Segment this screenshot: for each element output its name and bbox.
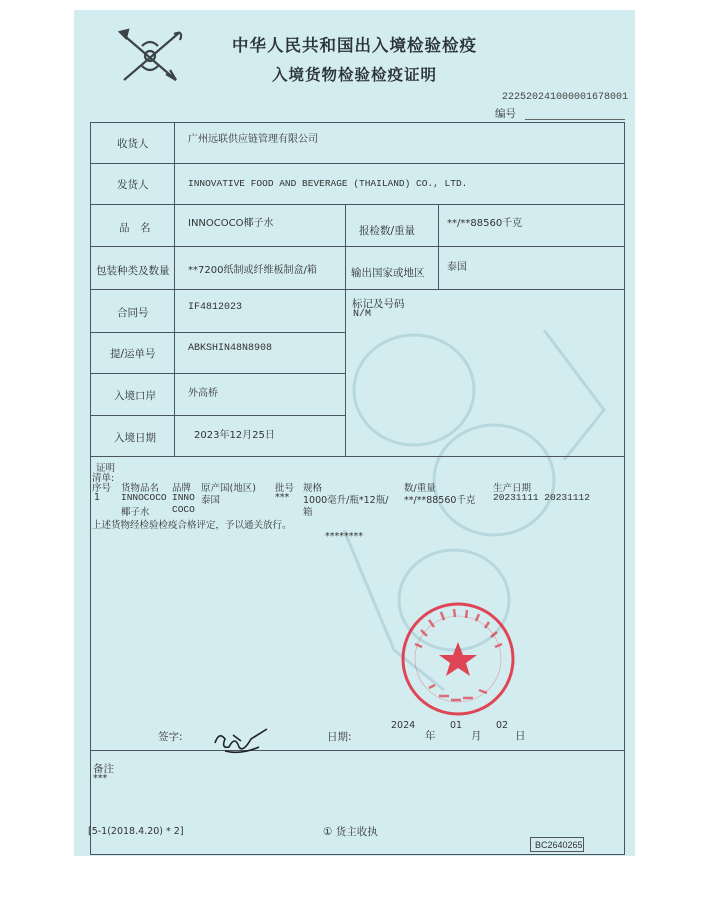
contract-no-label: 合同号 <box>117 307 149 319</box>
row-qty: **/**88560千克 <box>404 495 476 506</box>
issuing-authority-title: 中华人民共和国出入境检验检疫 <box>232 36 477 55</box>
grid-row <box>90 456 625 457</box>
day-unit: 日 <box>515 730 526 742</box>
col-prod-date: 生产日期 <box>493 483 532 494</box>
grid-mid-col2 <box>438 204 439 290</box>
sign-month: 01 <box>450 720 463 731</box>
col-seq: 序号 <box>92 483 112 494</box>
row-name-2: 椰子水 <box>121 507 150 518</box>
sign-year: 2024 <box>391 720 416 731</box>
form-code: [5-1(2018.4.20) * 2] <box>88 826 184 837</box>
list-label: 清单: <box>92 473 115 484</box>
entry-port-label: 入境口岸 <box>114 390 156 402</box>
grid-left <box>90 122 91 855</box>
grid-row-remarks <box>90 750 625 751</box>
consignee-label: 收货人 <box>117 138 149 150</box>
packing-value: **7200纸制或纤维板制盒/箱 <box>188 265 317 276</box>
official-seal-icon <box>399 600 517 718</box>
grid-row <box>90 415 346 416</box>
row-spec-2: 箱 <box>303 507 313 518</box>
contract-no-value: IF4812023 <box>188 302 243 313</box>
serial-number: BC2640265 <box>535 840 583 850</box>
row-origin: 泰国 <box>201 495 221 506</box>
packing-label: 包装种类及数量 <box>96 265 170 277</box>
serial-box <box>530 837 584 852</box>
consignor-value: INNOVATIVE FOOD AND BEVERAGE (THAILAND) CO., LTD. <box>188 178 468 189</box>
clearance-statement: 上述货物经检验检疫合格评定，予以通关放行。 <box>92 520 292 531</box>
row-batch: *** <box>275 492 290 503</box>
month-unit: 月 <box>471 730 482 742</box>
grid-right <box>624 122 625 855</box>
proof-label: 证明 <box>96 463 116 474</box>
grid-row <box>90 289 625 290</box>
origin-country-value: 泰国 <box>447 262 467 273</box>
grid-row <box>90 163 625 164</box>
grid-row <box>90 246 625 247</box>
col-batch: 批号 <box>275 483 295 494</box>
row-name-1: INNOCOCO <box>121 492 167 503</box>
grid-bottom <box>90 854 625 855</box>
row-seq: 1 <box>94 492 101 503</box>
document-title: 入境货物检验检疫证明 <box>271 65 437 84</box>
end-stars: ******** <box>325 531 363 542</box>
origin-country-label: 输出国家或地区 <box>351 267 425 279</box>
quantity-weight-value: **/**88560千克 <box>447 218 523 229</box>
grid-mid-col <box>345 204 346 457</box>
entry-port-value: 外高桥 <box>188 388 218 399</box>
bill-of-lading-value: ABKSHIN48N8908 <box>188 343 273 354</box>
number-underline <box>525 119 625 120</box>
grid-top <box>90 122 625 123</box>
certificate-number: 222520241000001678001 <box>501 92 628 103</box>
col-origin: 原产国(地区) <box>201 483 256 494</box>
remarks-label: 备注 <box>93 763 114 775</box>
row-brand-1: INNO <box>172 492 195 503</box>
col-qty: 数/重量 <box>404 483 436 494</box>
year-unit: 年 <box>425 730 436 742</box>
entry-date-value: 2023年12月25日 <box>194 430 275 441</box>
consignee-value: 广州远联供应链管理有限公司 <box>188 134 318 145</box>
marks-label: 标记及号码 <box>352 298 405 310</box>
col-brand: 品牌 <box>172 483 192 494</box>
sign-date-label: 日期: <box>327 731 352 743</box>
product-name-label: 品 名 <box>119 222 151 234</box>
signature-label: 签字: <box>158 731 183 743</box>
col-spec: 规格 <box>303 483 323 494</box>
copy-designation: ① 货主收执 <box>323 826 378 838</box>
entry-date-label: 入境日期 <box>114 432 156 444</box>
sign-day: 02 <box>496 720 509 731</box>
quantity-weight-label: 报检数/重量 <box>359 225 416 237</box>
grid-row <box>90 204 625 205</box>
col-name: 货物品名 <box>121 483 160 494</box>
row-spec-1: 1000毫升/瓶*12瓶/ <box>303 495 389 506</box>
number-label: 编号 <box>495 108 516 120</box>
remarks-value: *** <box>93 773 108 784</box>
certificate-paper <box>74 10 635 856</box>
consignor-label: 发货人 <box>117 179 149 191</box>
marks-value: N/M <box>353 309 372 320</box>
handwritten-signature <box>211 725 273 757</box>
grid-row <box>90 332 346 333</box>
grid-row <box>90 373 346 374</box>
bill-of-lading-label: 提/运单号 <box>110 348 156 360</box>
row-prod-date: 20231111 20231112 <box>493 492 590 503</box>
row-brand-2: COCO <box>172 504 195 515</box>
product-name-value: INNOCOCO椰子水 <box>188 218 274 229</box>
